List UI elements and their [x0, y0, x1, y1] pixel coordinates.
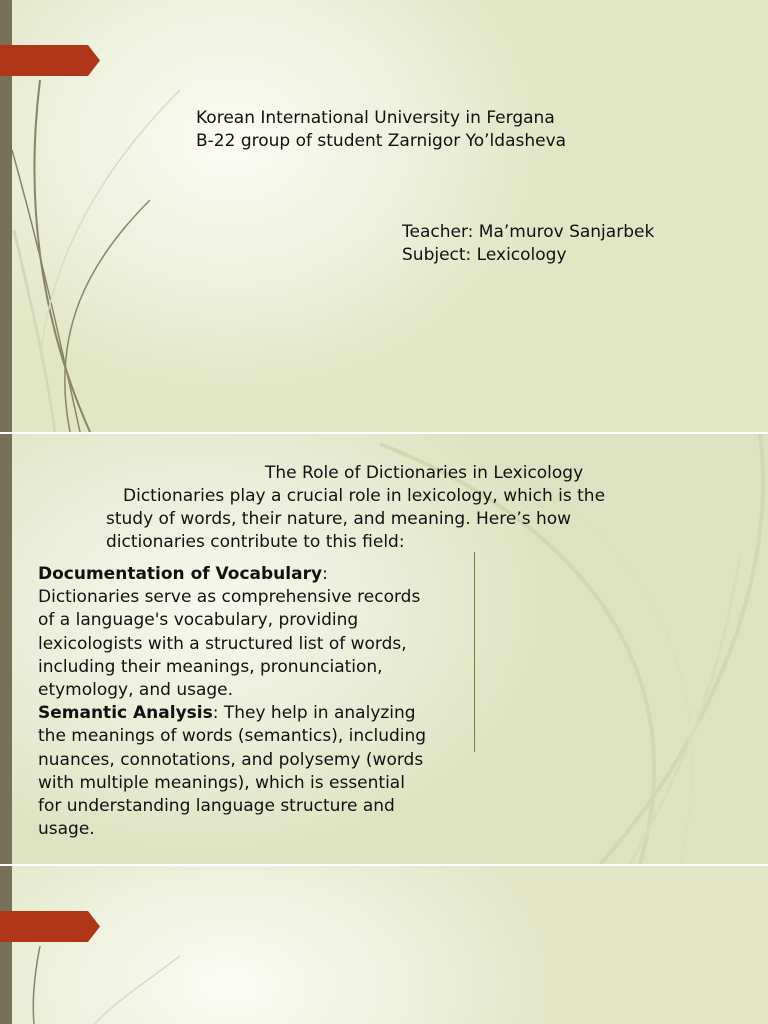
point-line: Dictionaries serve as comprehensive records	[38, 587, 421, 608]
slide-title-text: The Role of Dictionaries in Lexicology	[265, 463, 584, 483]
point-line: : They help in analyzing	[212, 703, 416, 724]
point-semantic	[38, 702, 478, 841]
point-heading: Documentation of Vocabulary	[38, 564, 323, 584]
points-list	[38, 563, 478, 841]
decorative-swirl-lines	[0, 866, 768, 1024]
university-name: Korean International University in Fergana	[196, 108, 555, 128]
point-line: with multiple meanings), which is essential	[38, 772, 405, 793]
point-line: usage.	[38, 819, 95, 840]
point-separator: :	[322, 564, 328, 584]
intro-line-3: dictionaries contribute to this field:	[106, 532, 405, 552]
point-line: for understanding language structure and	[38, 796, 395, 817]
point-line: etymology, and usage.	[38, 680, 234, 701]
red-arrow-tab	[0, 911, 100, 942]
red-arrow-tab	[0, 45, 100, 76]
point-documentation	[38, 563, 478, 702]
teacher-name: Teacher: Ma’murov Sanjarbek	[402, 222, 655, 242]
point-line: of a language's vocabulary, providing	[38, 610, 359, 631]
subject-name: Subject: Lexicology	[402, 245, 567, 265]
slide-partial	[0, 866, 768, 1024]
point-line: nuances, connotations, and polysemy (words	[38, 749, 424, 770]
decorative-swirl-lines	[0, 0, 768, 432]
intro-line-1: Dictionaries play a crucial role in lexicology, which is the	[123, 486, 606, 506]
intro-line-2: study of words, their nature, and meaning. Here’s how	[106, 509, 572, 529]
point-line: the meanings of words (semantics), including	[38, 726, 427, 747]
slide-title	[0, 0, 768, 432]
student-group: B-22 group of student Zarnigor Yo’ldasheva	[196, 131, 567, 151]
left-accent-bar	[0, 866, 12, 1024]
point-line: lexicologists with a structured list of words,	[38, 633, 407, 654]
slide-content	[0, 434, 768, 864]
point-line: including their meanings, pronunciation,	[38, 656, 383, 677]
point-heading: Semantic Analysis	[38, 703, 213, 724]
left-accent-bar	[0, 434, 12, 864]
